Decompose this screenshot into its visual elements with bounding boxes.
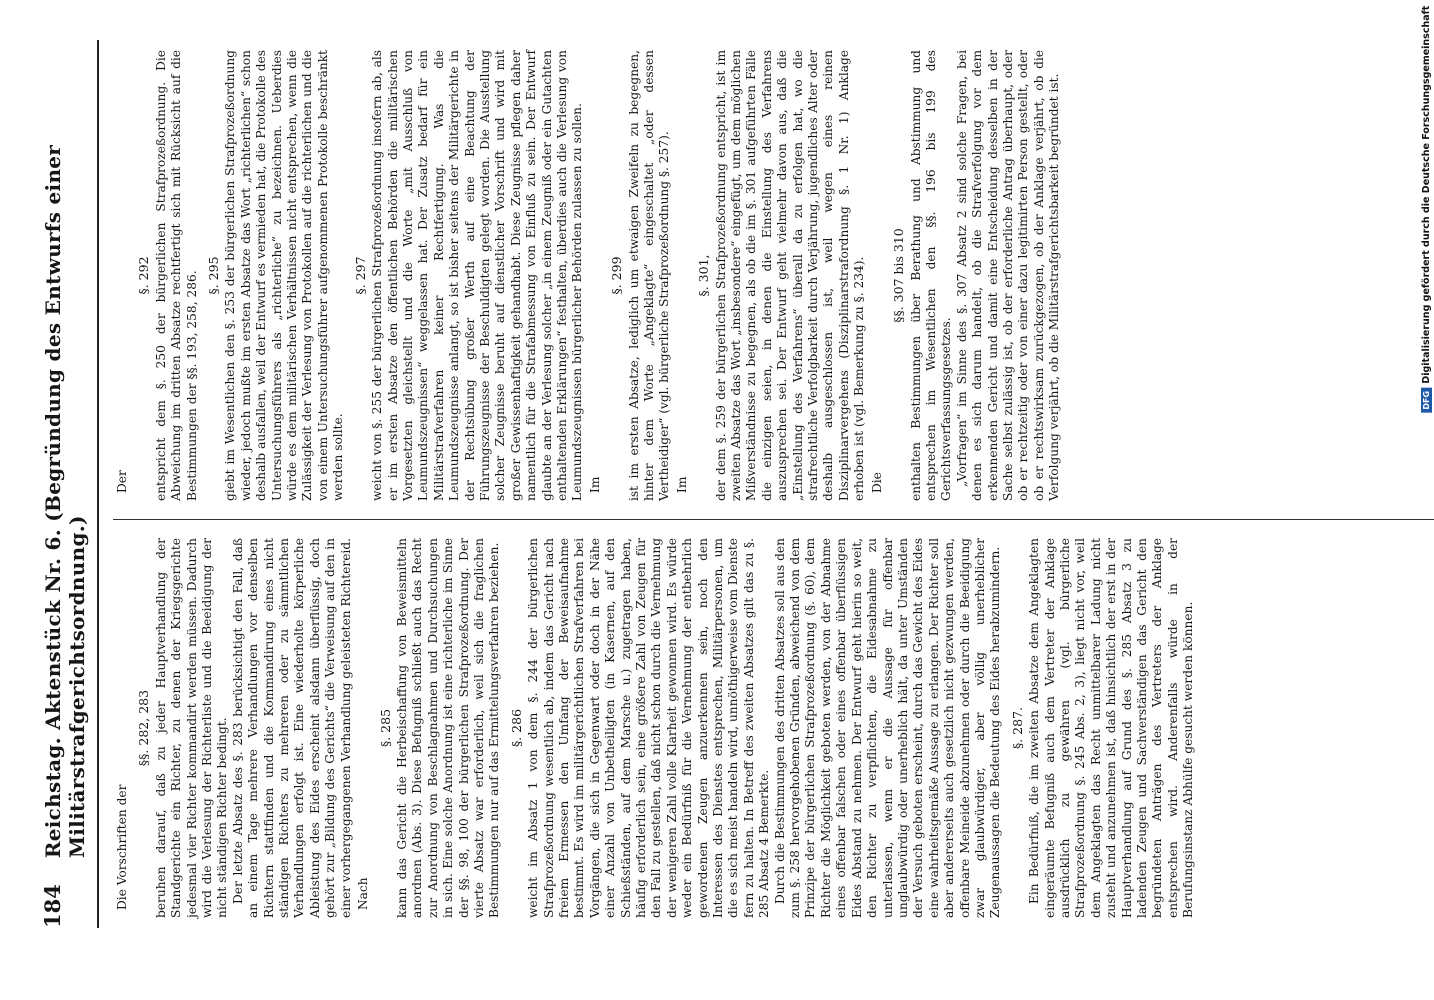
paragraph: Der letzte Absatz des §. 283 berücksichtigt den Fall, daß an einem Tage mehrere Verhandlungen vor denselben Richtern stattfinden und die Kommandirung eines nicht ständigen Richters zu mehreren oder zu sämmtlichen Verhandlungen erfolgt ist. Eine wiederholte körperliche Ableistung des Eides erscheint alsdann überflüssig, doch gehört zur „Bildung des Gerichts“ die Verweisung auf den in einer vorhergegangenen Verhandlung geleisteten Richtereid. [230,538,353,918]
paragraph: beruhen darauf, daß zu jeder Hauptverhandlung der Standgerichte ein Richter, zu denen der Kriegsgerichte jedesmal vier Richter kommandirt werden müssen. Dadurch wird die Verlesung der Richterliste und die Beeidigung der nicht ständigen Richter bedingt. [153,538,230,918]
paragraph: weicht im Absatz 1 von dem §. 244 der bürgerlichen Strafprozeßordnung wesentlich ab, indem das Gericht nach freiem Ermessen den Umfang der Beweisaufnahme bestimmt. Es wird im militärgerichtlichen Strafverfahren bei Vorgängen, die sich in Gegenwart oder doch in der Nähe einer Anzahl von Unbetheiligten (in Kasernen, auf den Schießständen, auf dem Marsche u.) zugetragen haben, häufig erforderlich sein, eine größere Zahl von Zeugen für den Fall zu gestellen, daß nicht schon durch die Vernehmung der wenigeren Zahl volle Klarheit gewonnen wird. Es würde weder ein Bedürfniß für die Vernehmung der entbehrlich gewordenen Zeugen anzuerkennen sein, noch den Interessen des Dienstes entsprechen, Militärpersonen, um die es sich meist handeln wird, unnöthigerweise vom Dienste fern zu halten. In Betreff des zweiten Absatzes gilt das zu §. 285 Absatz 4 Bemerkte. [526,538,772,918]
paragraph: enthalten Bestimmungen über Berathung und Abstimmung und entsprechen im Wesentlichen den §§. 196 bis 199 des Gerichtsverfassungsgesetzes. [908,50,954,501]
paragraph: ist im ersten Absatze, lediglich um etwaigen Zweifeln zu begegnen, hinter dem Worte „Angeklagte“ eingeschaltet „oder dessen Vertheidiger“ (vgl. bürgerliche Strafprozeßordnung §. 257). [626,50,672,501]
digitization-credit-text: Digitalisierung gefördert durch die Deutsche Forschungsgemeinschaft [1421,6,1432,384]
paragraph: der dem §. 259 der bürgerlichen Strafprozeßordnung entspricht, ist im zweiten Absatze das Wort „insbesondere“ eingefügt, um dem möglichen Mißverständnisse zu begegnen, als ob die im §. 301 aufgeführten Fälle die einzigen seien, in denen die Einstellung des Verfahrens auszusprechen sei. Der Entwurf geht vielmehr davon aus, daß die „Einstellung des Verfahrens“ überall da zu erfolgen hat, wo die strafrechtliche Verfolgbarkeit durch Verjährung, jugendliches Alter oder deshalb ausgeschlossen ist, weil wegen eines reinen Disziplinarvergehens (Disziplinarstrafordnung §. 1 Nr. 1) Anklage erhoben ist (vgl. Bemerkung zu §. 234). [713,50,867,501]
paragraph: giebt im Wesentlichen den §. 253 der bürgerlichen Strafprozeßordnung wieder, jedoch mußte im ersten Absatze das Wort „richterlichen“ schon deshalb ausfallen, weil der Entwurf es vermieden hat, die Protokolle des Untersuchungsführers als „richterliche“ zu bezeichnen. Ueberdies würde es dem militärischen Verhältnissen nicht entsprechen, wenn die Zulässigkeit der Verlesung von Protokollen auf die richterlichen und die von einem Untersuchungsführer aufgenommenen Protokolle beschränkt werden sollte. [223,50,346,501]
paragraph: „Vorfragen“ im Sinne des §. 307 Absatz 2 sind solche Fragen, bei denen es sich darum handelt, ob die Strafverfolgung vor dem erkennenden Gericht und damit eine Entscheidung desselben in der Sache selbst zulässig ist, ob der erforderliche Antrag überhaupt, oder ob er rechtzeitig oder von einer dazu legitimirten Person gestellt, oder ob er rechtswirksam zurückgezogen, ob der Anklage verjährt, ob die Verfolgung verjährt, ob die Militärstrafgerichtsbarkeit begründet ist. [954,50,1062,501]
paragraph: Durch die Bestimmungen des dritten Absatzes soll aus den zum §. 258 hervorgehobenen Gründen, abweichend von dem Prinzipe der bürgerlichen Strafprozeßordnung (§. 60), dem Richter die Möglichkeit geboten werden, von der Abnahme eines offenbar falschen oder eines offenbar überflüssigen Eides Abstand zu nehmen. Der Entwurf geht hierin so weit, den Richter zu verpflichten, die Eidesabnahme zu unterlassen, wenn er die Aussage für offenbar unglaubwürdig oder unerheblich hält, da unter Umständen der Versuch geboten erscheint, durch das Gewicht des Eides eine wahrheitsgemäße Aussage zu erlangen. Der Richter soll aber andererseits auch gesetzlich nicht gezwungen werden, offenbare Meineide abzunehmen oder durch die Beeidigung zwar glaubwürdiger, aber völlig unerheblicher Zeugenaussagen die Bedeutung des Eides herabzumindern. [772,538,1003,918]
paragraph: Ein Bedürfniß, die im zweiten Absatze dem Angeklagten eingeräumte Befugniß auch dem Vertreter der Anklage ausdrücklich zu gewähren (vgl. bürgerliche Strafprozeßordnung §. 245 Abs. 2, 3), liegt nicht vor, weil dem Angeklagten das Recht unmittelbarer Ladung nicht zusteht und anzunehmen ist, daß hinsichtlich der erst in der Hauptverhandlung auf Grund des §. 285 Absatz 3 zu ladenden Zeugen und Sachverständigen das Gericht den begründeten Anträgen des Vertreters der Anklage entsprechen wird. Anderenfalls würde in der Berufungsinstanz Abhülfe gesucht werden können. [1027,538,1196,918]
intro-label: Im [674,476,689,493]
intro-label: Die Vorschriften der [115,784,129,910]
section-heading: §. 285 [377,708,393,748]
page-number: 184 [40,884,65,928]
page-header [40,40,95,928]
section-heading: §. 295 [206,256,222,295]
section-heading: §. 287. [1009,706,1025,750]
intro-label: Der [115,470,129,493]
section-heading: §§. 282, 283 [136,689,152,767]
section-heading: §. 301, [696,254,712,297]
text-columns [105,40,1434,928]
header-divider [97,40,99,928]
section-heading: §. 286 [508,708,524,748]
paragraph: weicht von §. 255 der bürgerlichen Strafprozeßordnung insofern ab, als er im ersten Absatze den öffentlichen Behörden die militärischen Vorgesetzten gleichstellt und die Worte „mit Ausschluß von Leumundszeugnissen“ weggelassen hat. Der Zusatz bedarf für ein Militärstrafverfahren keiner Rechtfertigung. Was die Leumundszeugnisse anlangt, so ist bisher seitens der Militärgerichte in der Rechtsübung großer Werth auf eine Beachtung der Führungszeugnisse der Beschuldigten gelegt worden. Die Ausstellung solcher Zeugnisse beruht auf dienstlicher Vorschrift und wird mit großer Gewissenhaftigkeit gehandhabt. Diese Zeugnisse pflegen daher namentlich für die Strafabmessung von Einfluß zu sein. Der Entwurf glaubte an der Verlesung solcher „in einem Zeugniß oder ein Gutachten enthaltenden Erklärungen“ festhalten, überdies auch die Verlesung von Leumundszeugnissen bürgerlicher Behörden zulassen zu sollen. [370,50,585,501]
paragraph: kann das Gericht die Herbeischaffung von Beweismitteln anordnen (Abs. 3). Diese Befugniß schließt auch das Recht zur Anordnung von Beschlagnahmen und Durchsuchungen in sich. Eine solche Anordnung ist eine richterliche im Sinne der §§. 98, 100 der bürgerlichen Strafprozeßordnung. Der vierte Absatz war erforderlich, weil sich die fraglichen Bestimmungen nur auf das Ermittelungsverfahren beziehen. [394,538,502,918]
section-heading: §§. 307 bis 310 [891,228,907,323]
intro-label: Nach [356,877,371,910]
left-column [105,528,1434,928]
dfg-logo-icon: DFG [1421,388,1432,413]
section-heading: §. 292 [136,256,152,295]
section-heading: §. 299 [609,256,625,295]
intro-label: Die [869,472,884,493]
paragraph: entspricht dem §. 250 der bürgerlichen Strafprozeßordnung. Die Abweichung im dritten Absatze rechtfertigt sich mit Rücksicht auf die Bestimmungen der §§. 193, 258, 286. [153,50,199,501]
section-heading: §. 297 [352,256,368,295]
page-title: Reichstag. Aktenstück Nr. 6. (Begründung des Entwurfs einer Militärstrafgerichtsordnung.) [41,144,89,859]
intro-label: Im [587,476,602,493]
right-column [105,40,1434,511]
column-divider [113,519,1434,520]
